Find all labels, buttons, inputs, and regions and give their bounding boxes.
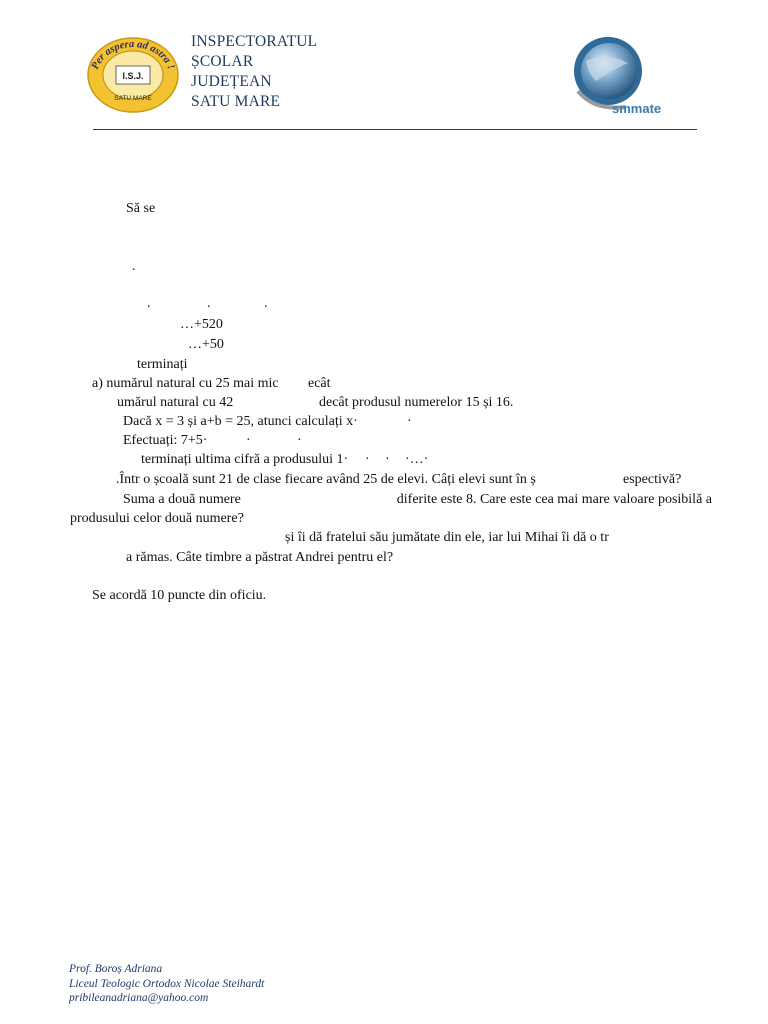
- text-dot: ·: [407, 414, 412, 429]
- footer-email: pribileanadriana@yahoo.com: [69, 992, 209, 1004]
- text-sa-se: Să se: [126, 201, 156, 216]
- org-line: INSPECTORATUL: [191, 33, 318, 50]
- text-ultima-cifra: terminați ultima cifră a produsului 1·: [141, 452, 349, 467]
- footer: [69, 962, 264, 1006]
- org-line: SATU MARE: [191, 93, 281, 110]
- text-efectuati: Efectuați: 7+5·: [123, 433, 208, 448]
- text-terminati: terminați: [137, 357, 188, 372]
- item-b-right: decât produsul numerelor 15 și 16.: [319, 395, 514, 410]
- text-suma-b: diferite este 8. Care este cea mai mare valoare posibilă a: [396, 492, 712, 507]
- text-dot: .: [264, 296, 268, 311]
- footer-name: Prof. Boroș Adriana: [69, 963, 163, 975]
- text-sum-2: …+50: [188, 337, 224, 352]
- text-scoala-tail: espectivă?: [623, 472, 682, 487]
- header-divider: [93, 129, 697, 130]
- text-sum-1: …+520: [180, 317, 223, 332]
- text-dot: ·: [297, 433, 302, 448]
- item-a-tail: ecât: [308, 376, 331, 391]
- text-oficiu: Se acordă 10 puncte din oficiu.: [92, 588, 267, 603]
- text-suma-a: Suma a două numere: [123, 492, 241, 507]
- smmate-logo: [566, 33, 674, 119]
- text-dot: ·: [365, 452, 370, 467]
- item-b-left: umărul natural cu 42: [117, 395, 234, 410]
- text-scoala: .Într o școală sunt 21 de clase fiecare având 25 de elevi. Câți elevi sunt în ș: [116, 472, 536, 487]
- smmate-text: smmate: [612, 101, 662, 116]
- text-dot: ·: [385, 452, 390, 467]
- text-dot: .: [207, 296, 211, 311]
- item-a: a) numărul natural cu 25 mai mic: [92, 376, 279, 391]
- isj-logo: [86, 36, 180, 114]
- isj-place: SATU MARE: [114, 95, 152, 102]
- text-dot: ·: [246, 433, 251, 448]
- org-line: JUDEȚEAN: [191, 73, 272, 90]
- text-suma-second: produsului celor două numere?: [70, 511, 244, 526]
- isj-abbr: I.S.J.: [122, 71, 144, 81]
- text-dots: ·…·: [405, 452, 429, 467]
- text-timbre: și îi dă fratelui său jumătate din ele, iar lui Mihai îi dă o tr: [285, 530, 609, 545]
- org-line: ȘCOLAR: [191, 53, 254, 70]
- isj-motto: Per aspera ad astra !: [89, 38, 177, 72]
- text-daca: Dacă x = 3 și a+b = 25, atunci calculați x·: [123, 414, 358, 429]
- text-dot: .: [132, 259, 136, 274]
- text-dot: .: [147, 296, 151, 311]
- organization-name: [191, 32, 317, 112]
- footer-school: Liceul Teologic Ortodox Nicolae Steihardt: [69, 977, 265, 990]
- text-ramas: a rămas. Câte timbre a păstrat Andrei pentru el?: [126, 550, 394, 565]
